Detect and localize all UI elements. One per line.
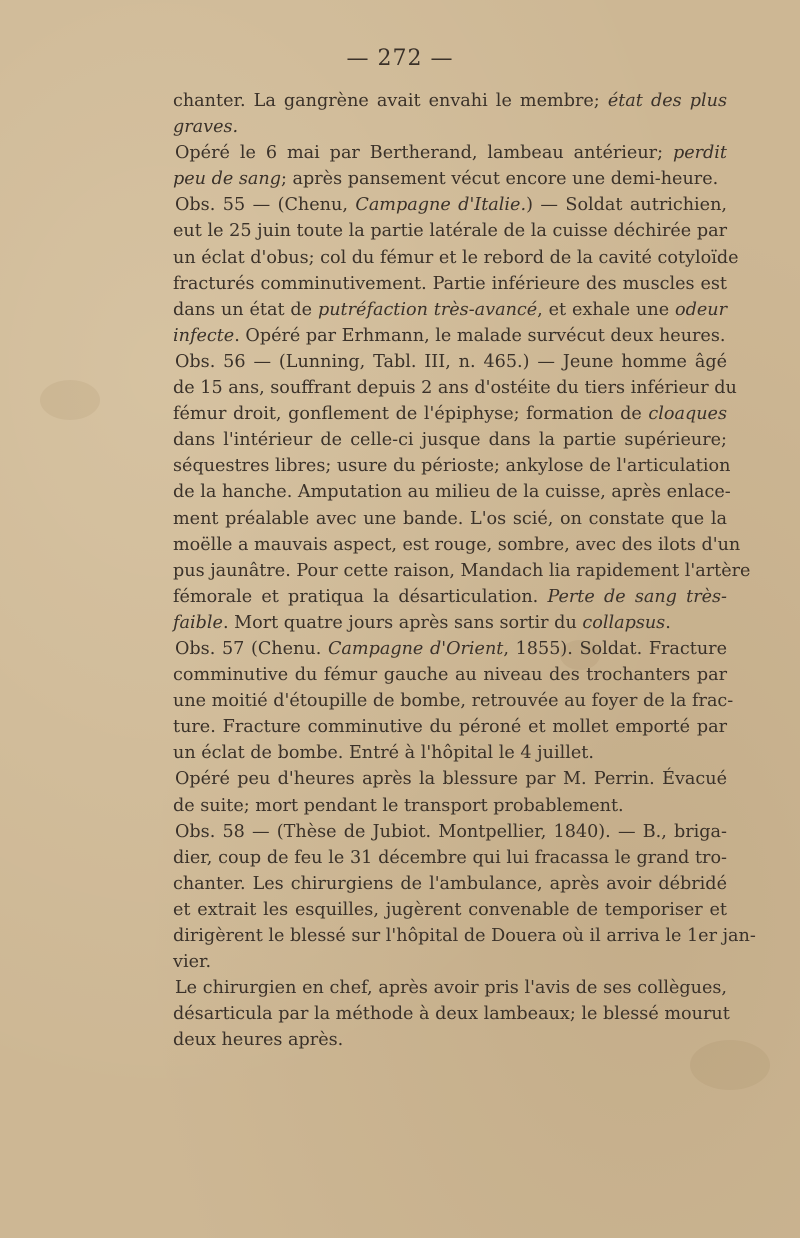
text-segment: chanter. La gangrène avait envahi le membre;	[173, 91, 608, 111]
text-line	[173, 923, 756, 949]
text-line	[173, 1027, 727, 1053]
text-line	[173, 1001, 730, 1027]
text-segment: dier, coup de feu le 31 décembre qui lui fracassa le grand tro-	[173, 847, 727, 868]
text-segment: fémorale et pratiqua la désarticulation.	[173, 586, 548, 607]
text-line	[173, 114, 727, 140]
italic-text: peu de sang	[173, 169, 281, 190]
text-segment: . Opéré par Erhmann, le malade survécut deux heures.	[234, 325, 726, 346]
italic-text: collapsus	[582, 612, 666, 633]
text-line	[173, 793, 727, 819]
text-segment: dirigèrent le blessé sur l'hôpital de Douera où il arriva le 1er jan-	[173, 926, 756, 946]
text-line	[173, 662, 727, 688]
text-segment: désarticula par la méthode à deux lambeaux; le blessé mourut	[173, 1004, 730, 1025]
body-text	[173, 88, 756, 1053]
text-line	[173, 88, 727, 114]
paper-stain	[40, 380, 100, 420]
text-line	[173, 740, 727, 766]
text-segment: chanter. Les chirurgiens de l'ambulance, après avoir débridé	[173, 873, 727, 894]
text-segment: ) — Soldat autrichien,	[526, 195, 727, 216]
text-segment: une moitié d'étoupille de bombe, retrouvée au foyer de la frac-	[173, 691, 734, 712]
text-segment: un éclat d'obus; col du fémur et le rebord de la cavité cotyloïde	[173, 247, 739, 268]
text-segment: ment préalable avec une bande. L'os scié, on constate que la	[173, 508, 727, 529]
text-segment: , 1855). Soldat. Fracture	[503, 638, 728, 659]
text-line	[173, 975, 727, 1001]
italic-text: putréfaction très-avancé	[317, 299, 538, 320]
text-segment: Opéré le 6 mai par Bertherand, lambeau antérieur;	[175, 143, 673, 164]
text-line	[173, 584, 727, 610]
text-line	[173, 218, 727, 244]
text-line	[173, 558, 751, 584]
italic-text: graves.	[173, 117, 239, 138]
text-segment: Obs. 56 — (Lunning, Tabl. III, n. 465.) — Jeune homme âgé	[175, 351, 727, 372]
text-segment: pus jaunâtre. Pour cette raison, Mandach lia rapidement l'artère	[173, 560, 751, 581]
text-segment: comminutive du fémur gauche au niveau des trochanters par	[173, 665, 727, 686]
text-segment: Opéré peu d'heures après la blessure par M. Perrin. Évacué	[175, 769, 727, 790]
text-segment: dans l'intérieur de celle-ci jusque dans la partie supérieure;	[173, 430, 727, 451]
text-segment: Obs. 58 — (Thèse de Jubiot. Montpellier, 1840). — B., briga-	[175, 821, 727, 842]
text-line	[173, 192, 727, 218]
text-line	[173, 427, 727, 453]
italic-text: état des plus	[607, 91, 727, 111]
italic-text: Perte de sang très-	[547, 586, 727, 607]
text-segment: séquestres libres; usure du périoste; ankylose de l'articulation	[173, 456, 731, 477]
text-segment: ; après pansement vécut encore une demi-heure.	[280, 169, 719, 190]
text-line	[173, 714, 727, 740]
text-line	[173, 401, 727, 427]
text-segment: de suite; mort pendant le transport probablement.	[173, 795, 624, 816]
text-segment: Le chirurgien en chef, après avoir pris l'avis de ses collègues,	[175, 978, 727, 999]
text-line	[173, 271, 727, 297]
italic-text: Campagne d'Orient	[327, 638, 504, 659]
text-line	[173, 532, 741, 558]
text-line	[173, 297, 727, 323]
text-segment: dans un état de	[173, 299, 318, 320]
italic-text: faible	[173, 612, 223, 633]
text-segment: de 15 ans, souffrant depuis 2 ans d'ostéite du tiers inférieur du	[173, 378, 737, 399]
italic-text: infecte	[173, 325, 235, 346]
text-line	[173, 610, 727, 636]
text-line	[173, 506, 727, 532]
text-segment: et extrait les esquilles, jugèrent convenable de temporiser et	[173, 899, 727, 920]
text-line	[173, 897, 727, 923]
text-segment: Obs. 57 (Chenu.	[175, 638, 328, 659]
text-line	[173, 349, 727, 375]
text-line	[173, 636, 727, 662]
text-segment: Obs. 55 — (Chenu,	[175, 195, 356, 216]
text-line	[173, 819, 727, 845]
italic-text: odeur	[674, 299, 727, 320]
text-segment: deux heures après.	[173, 1030, 344, 1051]
italic-text: Campagne d'Italie.	[355, 195, 527, 216]
text-line	[173, 375, 737, 401]
text-segment: vier.	[173, 952, 212, 973]
text-line	[173, 166, 727, 192]
text-line	[173, 688, 734, 714]
text-line	[173, 245, 739, 271]
text-line	[173, 140, 727, 166]
text-line	[173, 479, 731, 505]
text-segment: eut le 25 juin toute la partie latérale de la cuisse déchirée par	[173, 221, 727, 242]
text-segment: .	[665, 612, 671, 633]
text-segment: de la hanche. Amputation au milieu de la cuisse, après enlace-	[173, 482, 731, 503]
text-segment: fémur droit, gonflement de l'épiphyse; formation de	[173, 404, 649, 425]
italic-text: perdit	[672, 143, 727, 164]
text-segment: ture. Fracture comminutive du péroné et mollet emporté par	[173, 717, 727, 738]
page-number: — 272 —	[346, 46, 454, 71]
text-line	[173, 871, 727, 897]
text-line	[173, 949, 727, 975]
text-segment: un éclat de bombe. Entré à l'hôpital le 4 juillet.	[173, 743, 594, 764]
text-line	[173, 323, 727, 349]
text-segment: fracturés comminutivement. Partie inférieure des muscles est	[173, 273, 727, 294]
text-line	[173, 453, 731, 479]
text-line	[173, 845, 727, 871]
text-line	[173, 766, 727, 792]
text-segment: moëlle a mauvais aspect, est rouge, sombre, avec des ilots d'un	[173, 534, 741, 555]
text-segment: , et exhale une	[537, 299, 675, 320]
italic-text: cloaques	[648, 404, 727, 425]
text-segment: . Mort quatre jours après sans sortir du	[222, 612, 583, 633]
